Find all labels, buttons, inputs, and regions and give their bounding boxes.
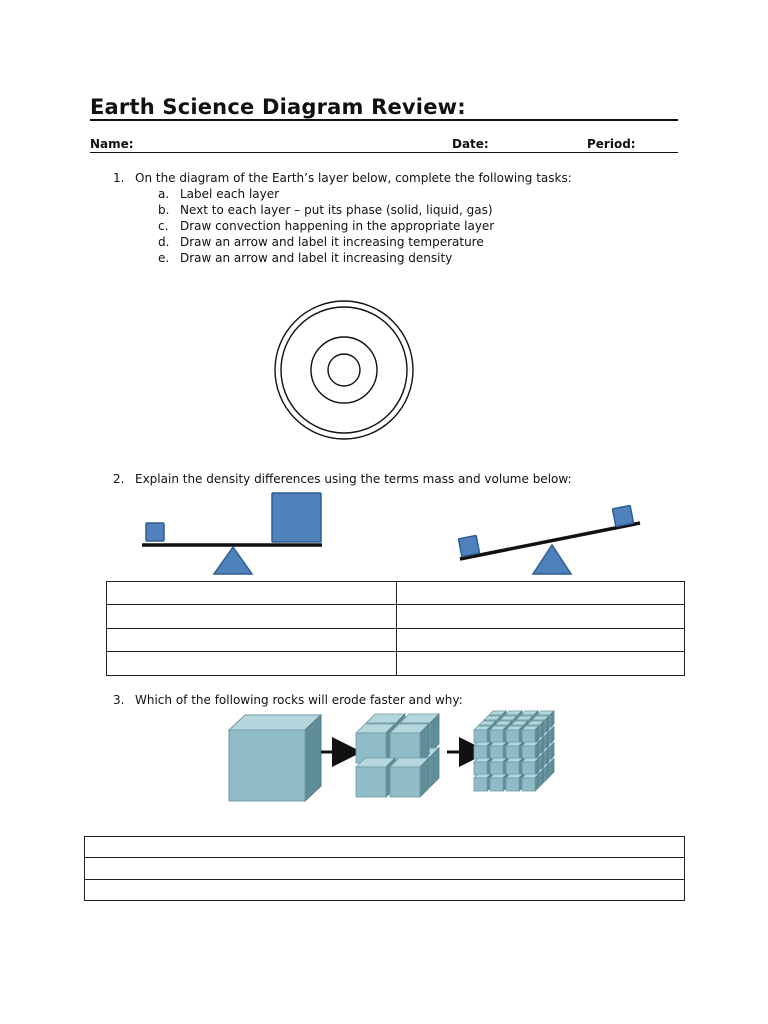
cube-side-face — [540, 753, 544, 770]
cube-top-face — [366, 748, 405, 757]
cube-side-face — [529, 716, 533, 733]
cube-side-face — [519, 726, 523, 743]
cube-top-face — [516, 764, 533, 768]
left-block — [458, 535, 479, 556]
cube-front-face — [511, 741, 524, 754]
cube-front-face — [356, 767, 386, 797]
cube-side-face — [492, 769, 496, 786]
cube-side-face — [529, 764, 533, 781]
cube-top-face — [356, 758, 395, 767]
cube-side-face — [502, 759, 506, 776]
cube-side-face — [508, 769, 512, 786]
cube-top-face — [490, 742, 507, 746]
cube-top-face — [474, 726, 491, 730]
cube-top-face — [489, 711, 506, 715]
cube-front-face — [474, 730, 487, 743]
cube-front-face — [527, 725, 540, 738]
cube-front-face — [511, 725, 524, 738]
fulcrum-triangle — [214, 547, 252, 574]
cube-top-face — [527, 769, 544, 773]
cube-side-face — [519, 742, 523, 759]
cube-front-face — [400, 757, 430, 787]
answer-cell[interactable] — [397, 629, 685, 652]
question-number: 2. — [113, 472, 125, 486]
cube-side-face — [430, 748, 439, 787]
cube-top-face — [521, 727, 538, 731]
right-block — [612, 505, 633, 526]
cube-front-face — [505, 763, 518, 776]
cube-front-face — [490, 778, 503, 791]
mantle-ring — [281, 307, 407, 433]
cube-front-face — [516, 768, 529, 781]
task-letter: a. — [158, 187, 170, 201]
answer-cell[interactable] — [85, 858, 685, 880]
cube-front-face — [505, 731, 518, 744]
cube-side-face — [513, 732, 517, 749]
task-text: Next to each layer – put its phase (solid, liquid, gas) — [180, 203, 493, 217]
cube-top-face — [474, 774, 491, 778]
cube-side-face — [502, 711, 506, 728]
cube-front-face — [521, 731, 534, 744]
cube-side-face — [420, 724, 429, 763]
cube-side-face — [519, 774, 523, 791]
cube-side-face — [550, 727, 554, 744]
cube-front-face — [505, 747, 518, 760]
cube-front-face — [522, 746, 535, 759]
cube-top-face — [505, 759, 522, 763]
cube-top-face — [521, 759, 538, 763]
cube-front-face — [479, 773, 492, 786]
cube-front-face — [537, 763, 550, 776]
cube-top-face — [490, 774, 507, 778]
answer-cell[interactable] — [85, 880, 685, 901]
scale-beam — [460, 523, 640, 559]
cube-top-face — [500, 716, 517, 720]
cube-top-face — [505, 727, 522, 731]
cube-top-face — [495, 753, 512, 757]
cube-front-face — [489, 747, 502, 760]
inner-core-ring — [328, 354, 360, 386]
crust-outer-ring — [275, 301, 413, 439]
cube-top-face — [489, 743, 506, 747]
cube-front-face — [506, 730, 519, 743]
cube-top-face — [505, 743, 522, 747]
cube-top-face — [366, 714, 405, 723]
cube-side-face — [386, 724, 395, 763]
answer-cell[interactable] — [107, 582, 397, 605]
cube-top-face — [495, 737, 512, 741]
cube-side-face — [497, 748, 501, 765]
cube-side-face — [524, 737, 528, 754]
cube-top-face — [490, 726, 507, 730]
cube-side-face — [540, 737, 544, 754]
answer-cell[interactable] — [397, 652, 685, 676]
cube-side-face — [518, 743, 522, 760]
cube-side-face — [550, 711, 554, 728]
cube-side-face — [545, 764, 549, 781]
large-rock-cube — [229, 715, 321, 801]
cube-top-face — [505, 711, 522, 715]
cube-front-face — [506, 746, 519, 759]
cube-front-face — [495, 773, 508, 786]
cube-top-face — [516, 748, 533, 752]
cube-top-face — [500, 732, 517, 736]
cube-side-face — [534, 727, 538, 744]
cube-side-face — [497, 716, 501, 733]
answer-cell[interactable] — [397, 605, 685, 629]
cube-top-face — [506, 742, 523, 746]
fulcrum-triangle — [533, 545, 571, 574]
cube-side-face — [497, 732, 501, 749]
cube-side-face — [513, 748, 517, 765]
cube-front-face — [400, 723, 430, 753]
cube-side-face — [545, 716, 549, 733]
cube-top-face — [484, 764, 501, 768]
cube-top-face — [479, 721, 496, 725]
cube-top-face — [479, 753, 496, 757]
task-text: Draw convection happening in the appropriate layer — [180, 219, 495, 233]
cube-top-face — [484, 748, 501, 752]
cube-side-face — [497, 764, 501, 781]
cube-side-face — [492, 753, 496, 770]
cube-front-face — [356, 733, 386, 763]
cube-top-face — [527, 737, 544, 741]
cube-front-face — [506, 778, 519, 791]
task-text: Draw an arrow and label it increasing temperature — [180, 235, 484, 249]
period-label: Period: — [587, 137, 636, 151]
cube-front-face — [521, 763, 534, 776]
question-prompt: Which of the following rocks will erode faster and why: — [135, 693, 463, 707]
question-prompt: On the diagram of the Earth’s layer below, complete the following tasks: — [135, 171, 572, 185]
cube-front-face — [527, 741, 540, 754]
task-letter: d. — [158, 235, 170, 249]
cube-side-face — [524, 769, 528, 786]
cube-front-face — [537, 747, 550, 760]
cube-top-face — [400, 714, 439, 723]
cube-front-face — [484, 768, 497, 781]
cube-top-face — [484, 732, 501, 736]
cube-front-face — [522, 778, 535, 791]
answer-cell[interactable] — [85, 837, 685, 858]
cube-top-face — [537, 759, 554, 763]
cube-side-face — [535, 726, 539, 743]
cube-front-face — [506, 762, 519, 775]
cube-front-face — [537, 715, 550, 728]
cube-side-face — [513, 716, 517, 733]
cube-side-face — [534, 743, 538, 760]
name-label: Name: — [90, 137, 134, 151]
cube-top-face — [532, 716, 549, 720]
cube-top-face — [356, 724, 395, 733]
cube-front-face — [490, 730, 503, 743]
cube-side-face — [503, 774, 507, 791]
cube-top-face — [537, 727, 554, 731]
answer-cell[interactable] — [397, 582, 685, 605]
cube-top-face — [474, 742, 491, 746]
student-info-row — [90, 136, 678, 153]
question-number: 3. — [113, 693, 125, 707]
cube-top-face — [532, 748, 549, 752]
cube-front-face — [527, 773, 540, 786]
cube-front-face — [489, 731, 502, 744]
cube-side-face — [529, 732, 533, 749]
cube-side-face — [540, 721, 544, 738]
cube-top-face — [500, 748, 517, 752]
cube-front-face — [500, 720, 513, 733]
cube-front-face — [479, 757, 492, 770]
cube-top-face — [489, 759, 506, 763]
cube-side-face — [502, 743, 506, 760]
cube-top-face — [506, 758, 523, 762]
cube-side-face — [508, 737, 512, 754]
cube-top-face — [511, 769, 528, 773]
cube-top-face — [506, 774, 523, 778]
cube-side-face — [508, 753, 512, 770]
cube-front-face — [500, 752, 513, 765]
cube-front-face — [495, 757, 508, 770]
cube-front-face — [500, 736, 513, 749]
cube-side-face — [386, 758, 395, 797]
task-letter: c. — [158, 219, 169, 233]
cube-front-face — [522, 762, 535, 775]
cube-top-face — [537, 743, 554, 747]
task-letter: b. — [158, 203, 170, 217]
cube-front-face — [511, 773, 524, 786]
cube-side-face — [492, 721, 496, 738]
cube-front-face — [390, 733, 420, 763]
cube-front-face — [521, 715, 534, 728]
cube-side-face — [503, 758, 507, 775]
cube-front-face — [489, 715, 502, 728]
cube-side-face — [535, 758, 539, 775]
cube-side-face — [513, 764, 517, 781]
cube-front-face — [484, 752, 497, 765]
cube-side-face — [508, 721, 512, 738]
cube-front-face — [474, 778, 487, 791]
cube-front-face — [532, 720, 545, 733]
cube-front-face — [511, 757, 524, 770]
cube-top-face — [474, 758, 491, 762]
cube-top-face — [537, 711, 554, 715]
cube-top-face — [521, 711, 538, 715]
cube-front-face — [390, 767, 420, 797]
task-text: Label each layer — [180, 187, 280, 201]
answer-cell[interactable] — [107, 605, 397, 629]
cube-front-face — [521, 747, 534, 760]
cube-top-face — [495, 721, 512, 725]
cube-side-face — [503, 742, 507, 759]
cube-front-face — [522, 730, 535, 743]
cube-side-face — [534, 711, 538, 728]
cube-top-face — [522, 758, 539, 762]
cube-front-face — [495, 725, 508, 738]
cube-side-face — [535, 774, 539, 791]
cube-side-face — [518, 727, 522, 744]
cube-front-face — [537, 731, 550, 744]
cube-top-face — [511, 753, 528, 757]
cube-side-face — [545, 748, 549, 765]
cube-top-face — [390, 724, 429, 733]
answer-cell[interactable] — [107, 652, 397, 676]
task-letter: e. — [158, 251, 170, 265]
many-small-rock-cubes — [474, 711, 554, 791]
answer-cell[interactable] — [107, 629, 397, 652]
cube-side-face — [420, 758, 429, 797]
cube-front-face — [500, 768, 513, 781]
cube-side-face — [487, 774, 491, 791]
cube-side-face — [529, 748, 533, 765]
cube-top-face — [522, 726, 539, 730]
cube-side-face — [524, 753, 528, 770]
cube-side-face — [518, 759, 522, 776]
cube-side-face — [487, 758, 491, 775]
cube-front-face — [516, 736, 529, 749]
cube-top-face — [521, 743, 538, 747]
cube-top-face — [506, 726, 523, 730]
cube-front-face — [532, 768, 545, 781]
cube-front-face — [532, 752, 545, 765]
cube-top-face — [511, 721, 528, 725]
date-label: Date: — [452, 137, 489, 151]
cube-front-face — [532, 736, 545, 749]
question-number: 1. — [113, 171, 125, 185]
cube-side-face — [430, 714, 439, 753]
cube-top-face — [516, 732, 533, 736]
cube-top-face — [522, 742, 539, 746]
cube-front-face — [495, 741, 508, 754]
cube-side-face — [396, 748, 405, 787]
cube-front-face — [474, 762, 487, 775]
cube-top-face — [495, 769, 512, 773]
cube-front-face — [505, 715, 518, 728]
cube-front-face — [516, 720, 529, 733]
erosion-answer-table — [84, 836, 685, 901]
cube-side-face — [518, 711, 522, 728]
split-rock-cubes — [356, 714, 439, 797]
cube-front-face — [484, 720, 497, 733]
cube-front-face — [490, 746, 503, 759]
cube-top-face — [516, 716, 533, 720]
cube-side-face — [545, 732, 549, 749]
cube-top-face — [390, 758, 429, 767]
cube-top-face — [489, 727, 506, 731]
cube-top-face — [527, 721, 544, 725]
cube-top-face — [479, 737, 496, 741]
cube-side-face — [492, 737, 496, 754]
cube-top-face — [400, 748, 439, 757]
cube-front-face — [490, 762, 503, 775]
cube-top-face — [522, 774, 539, 778]
cube-top-face — [484, 716, 501, 720]
cube-side-face — [503, 726, 507, 743]
cube-front-face — [527, 757, 540, 770]
cube-front-face — [484, 736, 497, 749]
cube-front-face — [366, 723, 396, 753]
cube-side-face — [535, 742, 539, 759]
cube-side-face — [487, 742, 491, 759]
cube-front-face — [366, 757, 396, 787]
cube-top-face — [500, 764, 517, 768]
cube-top-face — [511, 737, 528, 741]
cube-side-face — [534, 759, 538, 776]
worksheet-title: Earth Science Diagram Review: — [90, 94, 678, 121]
cube-front-face — [474, 746, 487, 759]
cube-front-face — [479, 741, 492, 754]
cube-front-face — [479, 725, 492, 738]
cube-top-face — [532, 732, 549, 736]
cube-side-face — [502, 727, 506, 744]
cube-side-face — [524, 721, 528, 738]
outer-core-ring — [311, 337, 377, 403]
cube-side-face — [396, 714, 405, 753]
cube-side-face — [487, 726, 491, 743]
cube-top-face — [490, 758, 507, 762]
question-prompt: Explain the density differences using the terms mass and volume below: — [135, 472, 572, 486]
large-block — [272, 493, 321, 542]
cube-side-face — [550, 759, 554, 776]
cube-top-face — [532, 764, 549, 768]
cube-side-face — [540, 769, 544, 786]
cube-top-face — [479, 769, 496, 773]
cube-side-face — [550, 743, 554, 760]
cube-front-face — [489, 763, 502, 776]
task-text: Draw an arrow and label it increasing density — [180, 251, 453, 265]
cube-front-face — [516, 752, 529, 765]
cube-side-face — [519, 758, 523, 775]
cube-top-face — [527, 753, 544, 757]
density-answer-table — [106, 581, 685, 676]
small-block — [146, 523, 164, 541]
